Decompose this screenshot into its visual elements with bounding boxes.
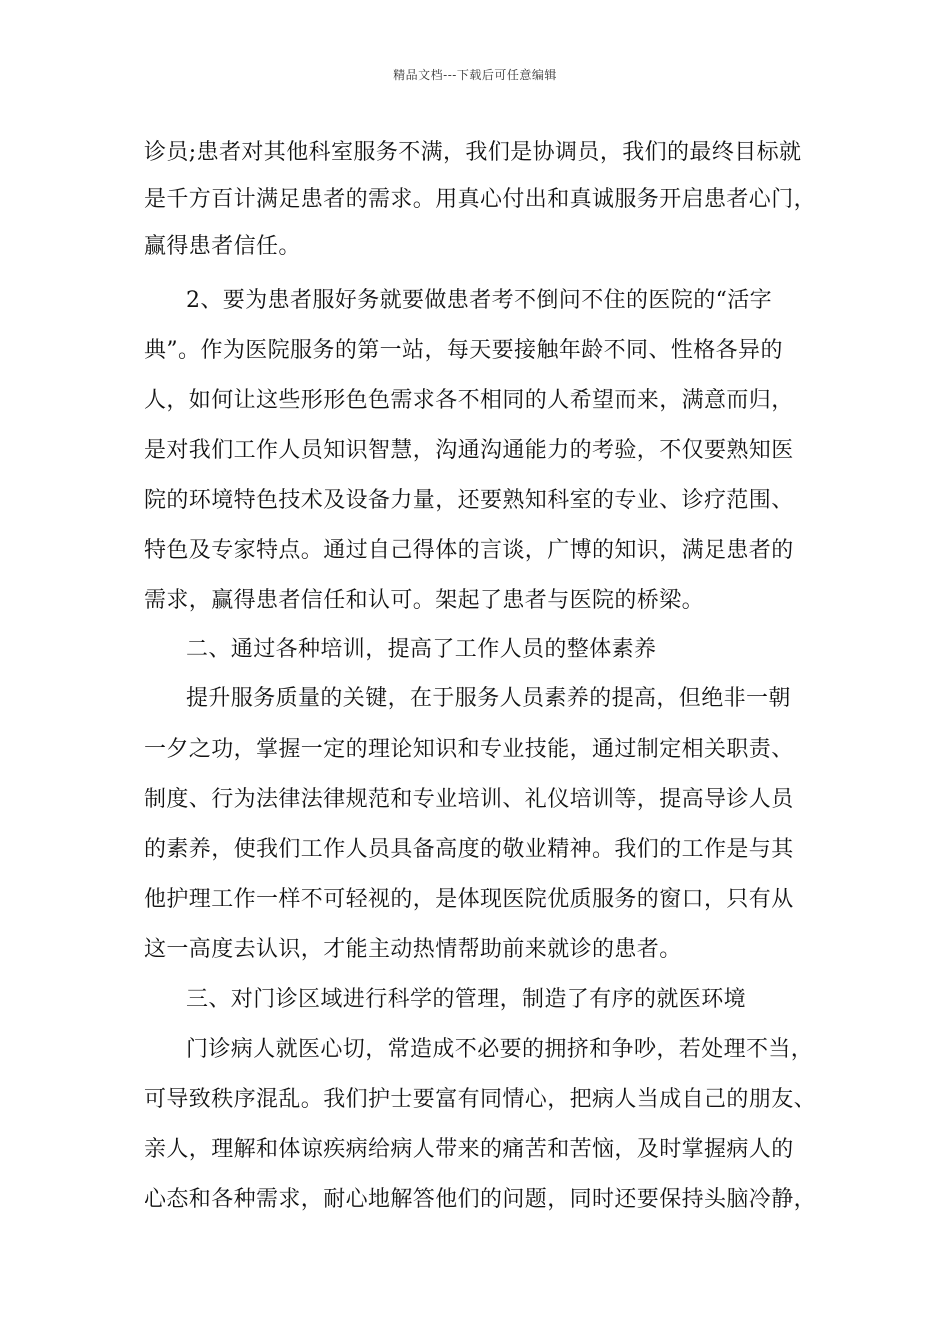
text-line: 心态和各种需求，耐心地解答他们的问题，同时还要保持头脑冷静， <box>144 1187 817 1212</box>
text-line: 他护理工作一样不可轻视的，是体现医院优质服务的窗口，只有从 <box>144 887 794 912</box>
text-line: 亲人，理解和体谅疾病给病人带来的痛苦和苦恼，及时掌握病人的 <box>144 1137 794 1162</box>
text-line: 的素养，使我们工作人员具备高度的敬业精神。我们的工作是与其 <box>144 837 794 862</box>
text-line: 赢得患者信任。 <box>144 234 301 259</box>
text-line: 制度、行为法律法律规范和专业培训、礼仪培训等，提高导诊人员 <box>144 787 794 812</box>
text-line: 一夕之功，掌握一定的理论知识和专业技能，通过制定相关职责、 <box>144 737 794 762</box>
text-line: 人，如何让这些形形色色需求各不相同的人希望而来，满意而归， <box>144 388 794 413</box>
text-line: 院的环境特色技术及设备力量，还要熟知科室的专业、诊疗范围、 <box>144 488 794 513</box>
section-heading: 三、对门诊区域进行科学的管理，制造了有序的就医环境 <box>186 987 747 1012</box>
text-line: 诊员;患者对其他科室服务不满，我们是协调员，我们的最终目标就 <box>144 140 802 165</box>
paragraph-first-line: 2、要为患者服好务就要做患者考不倒问不住的医院的“活字 <box>186 288 773 313</box>
section-heading: 二、通过各种培训，提高了工作人员的整体素养 <box>186 637 657 662</box>
text-line: 是对我们工作人员知识智慧，沟通沟通能力的考验，不仅要熟知医 <box>144 438 794 463</box>
paragraph-first-line: 提升服务质量的关键，在于服务人员素养的提高，但绝非一朝 <box>186 686 791 711</box>
text-line: 特色及专家特点。通过自己得体的言谈，广博的知识，满足患者的 <box>144 538 794 563</box>
paragraph-first-line: 门诊病人就医心切，常造成不必要的拥挤和争吵，若处理不当， <box>186 1037 814 1062</box>
text-line: 可导致秩序混乱。我们护士要富有同情心，把病人当成自己的朋友、 <box>144 1087 817 1112</box>
page-header: 精品文档---下载后可任意编辑 <box>393 68 557 82</box>
text-line: 典”。作为医院服务的第一站，每天要接触年龄不同、性格各异的 <box>144 338 783 363</box>
text-line: 需求，赢得患者信任和认可。架起了患者与医院的桥梁。 <box>144 588 705 613</box>
text-line: 是千方百计满足患者的需求。用真心付出和真诚服务开启患者心门， <box>144 187 817 212</box>
text-line: 这一高度去认识，才能主动热情帮助前来就诊的患者。 <box>144 937 682 962</box>
